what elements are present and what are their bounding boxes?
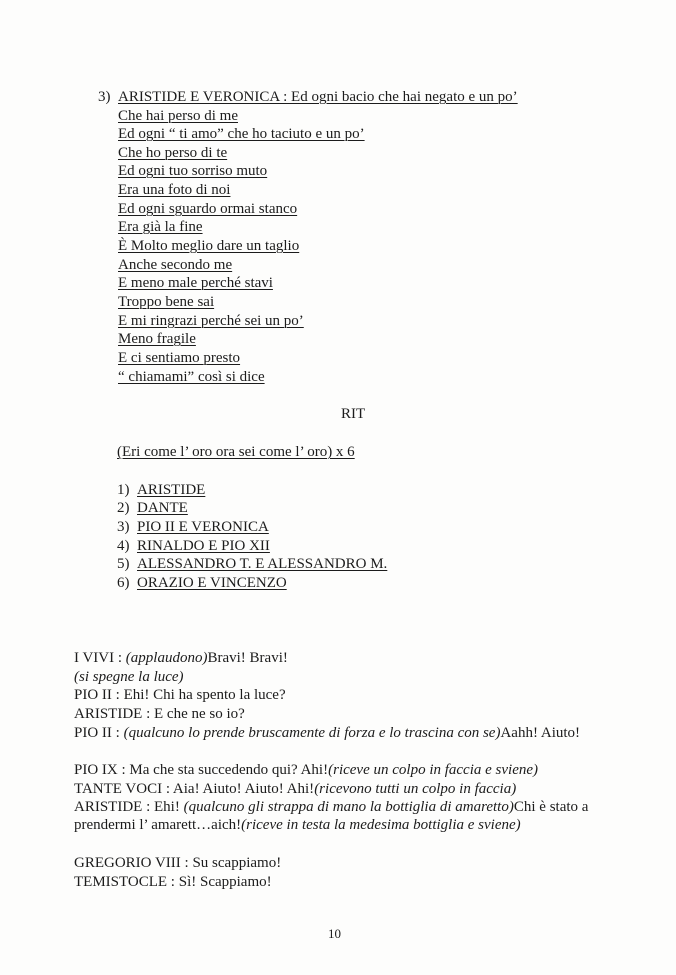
dialogue-line <box>74 649 594 667</box>
speaker: I VIVI : <box>74 650 126 666</box>
dialogue-line <box>74 724 594 742</box>
song-line: E meno male perché stavi <box>118 275 273 291</box>
list-item: RINALDO E PIO XII <box>137 538 270 554</box>
dialogue-text: ARISTIDE : Ehi! <box>74 799 184 815</box>
dialogue-line: ARISTIDE : E che ne so io? <box>74 706 245 722</box>
stage-direction: (qualcuno gli strappa di mano la bottiglia di amaretto) <box>183 799 514 815</box>
dialogue-text: TANTE VOCI : Aia! Aiuto! Aiuto! Ahi! <box>74 781 315 797</box>
song-line: ARISTIDE E VERONICA : Ed ogni bacio che hai negato e un po’ <box>118 89 518 105</box>
dialogue-text: Chi è stato a prendermi l’ amarett…aich! <box>74 799 589 833</box>
song-line: Ed ogni sguardo ormai stanco <box>118 201 298 217</box>
list-item: ARISTIDE <box>137 482 206 498</box>
song-line: Era una foto di noi <box>118 182 231 198</box>
dialogue-line <box>74 780 594 798</box>
list-item: PIO II E VERONICA <box>137 519 269 535</box>
song-line: Anche secondo me <box>118 257 233 273</box>
dialogue-line <box>74 761 594 779</box>
song-line: Era già la fine <box>118 219 203 235</box>
song-line: Meno fragile <box>118 331 196 347</box>
stage-direction: (ricevono tutti un colpo in faccia) <box>314 781 517 797</box>
list-number: 6) <box>117 575 130 591</box>
song-line: E ci sentiamo presto <box>118 350 241 366</box>
rit-refrain: (Eri come l’ oro ora sei come l’ oro) x 6 <box>117 444 355 460</box>
list-number: 5) <box>117 556 130 572</box>
song-line: È Molto meglio dare un taglio <box>118 238 300 254</box>
song-line: “ chiamami” così si dice <box>118 369 265 385</box>
song-line: E mi ringrazi perché sei un po’ <box>118 313 304 329</box>
song-line: Che ho perso di te <box>118 145 228 161</box>
list-number: 1) <box>117 482 130 498</box>
list-item: ORAZIO E VINCENZO <box>137 575 287 591</box>
dialogue-text: Bravi! Bravi! <box>207 650 288 666</box>
song-line: Troppo bene sai <box>118 294 215 310</box>
list-number: 3) <box>117 519 130 535</box>
dialogue-line: GREGORIO VIII : Su scappiamo! <box>74 855 282 871</box>
dialogue-line <box>74 798 594 834</box>
list-number: 4) <box>117 538 130 554</box>
list-item: ALESSANDRO T. E ALESSANDRO M. <box>137 556 388 572</box>
song-line: Ed ogni tuo sorriso muto <box>118 163 268 179</box>
stage-direction: (si spegne la luce) <box>74 669 184 685</box>
stage-direction: (riceve un colpo in faccia e sviene) <box>328 762 539 778</box>
song-line: Che hai perso di me <box>118 108 238 124</box>
dialogue-line: PIO II : Ehi! Chi ha spento la luce? <box>74 687 286 703</box>
dialogue-text: Aahh! Aiuto! <box>500 725 581 741</box>
speaker: PIO II : <box>74 725 124 741</box>
rit-heading: RIT <box>341 406 366 422</box>
dialogue-line: TEMISTOCLE : Sì! Scappiamo! <box>74 874 272 890</box>
stage-direction: (applaudono) <box>125 650 208 666</box>
list-number: 2) <box>117 500 130 516</box>
song-number: 3) <box>98 89 111 105</box>
song-line: Ed ogni “ ti amo” che ho taciuto e un po’ <box>118 126 365 142</box>
page-number: 10 <box>328 926 341 941</box>
stage-direction: (qualcuno lo prende bruscamente di forza e lo trascina con se) <box>123 725 501 741</box>
list-item: DANTE <box>137 500 188 516</box>
dialogue-text: PIO IX : Ma che sta succedendo qui? Ahi! <box>74 762 329 778</box>
stage-direction: (riceve in testa la medesima bottiglia e sviene) <box>241 817 521 833</box>
